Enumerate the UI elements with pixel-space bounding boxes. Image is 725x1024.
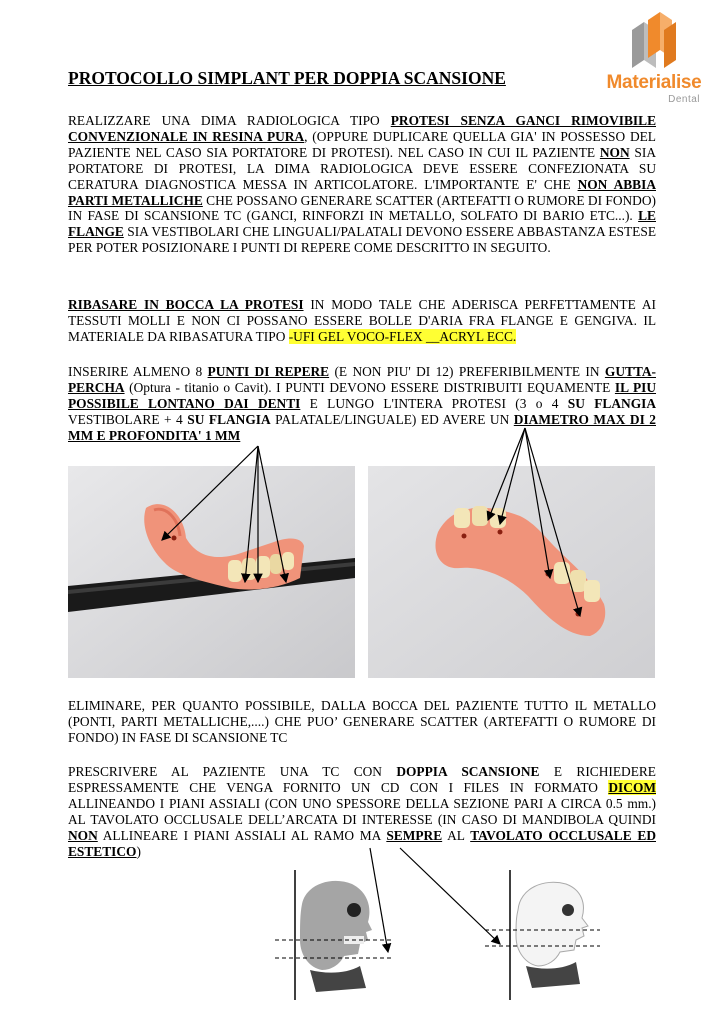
skull-tilted-icon bbox=[300, 881, 372, 992]
text: ELIMINARE, PER QUANTO POSSIBILE, DALLA BOCCA DEL PAZIENTE TUTTO IL METALLO (PONTI, PARTI METALLICHE,....) CHE PUO’ GENERARE SCATTER (ARTEFATTI O RUMORE DI FONDO) IN FASE DI SCANSIONE TC bbox=[68, 698, 656, 745]
text: E RICHIEDERE ESPRESSAMENTE CHE VENGA FORNITO UN CD CON I FILES IN FORMATO bbox=[68, 764, 656, 795]
text: ALLINEARE I PIANI ASSIALI AL RAMO MA bbox=[97, 827, 387, 843]
text: SIA VESTIBOLARI CHE LINGUALI/PALATALI DEVONO ESSERE ABBASTANZA ESTESE PER POTER POSIZIONARE I PUNTI DI REPERE COME DESCRITTO IN SEGUITO. bbox=[68, 224, 656, 256]
materialise-logo-icon bbox=[626, 12, 682, 72]
logo-sub: Dental bbox=[668, 94, 700, 105]
text: ) bbox=[136, 843, 141, 859]
text: SIA PORTATORE DI PROTESI, LA DIMA RADIOLOGICA DEVE ESSERE CONFEZIONATA SU CERATURA DIAGNOSTICA MESSA IN ARTICOLATORE. L'IMPORTANTE E' CHE bbox=[68, 144, 656, 192]
text-emphasis: NON bbox=[68, 827, 98, 843]
ct-alignment-diagram bbox=[270, 870, 610, 1005]
text: (E NON PIU' DI 12) PREFERIBILMENTE IN bbox=[329, 364, 605, 379]
page-title: PROTOCOLLO SIMPLANT PER DOPPIA SCANSIONE bbox=[68, 68, 506, 88]
text: PRESCRIVERE AL PAZIENTE UNA TC CON bbox=[68, 764, 397, 779]
highlighted-text: DICOM bbox=[608, 779, 656, 795]
text: REALIZZARE UNA DIMA RADIOLOGICA TIPO bbox=[68, 113, 391, 128]
text: (Optura - titanio o Cavit). I PUNTI DEVONO ESSERE DISTRIBUITI EQUAMENTE bbox=[124, 379, 615, 395]
text-emphasis: PROTESI SENZA GANCI RIMOVIBILE CONVENZIONALE IN RESINA PURA bbox=[68, 113, 656, 144]
text-bold: DOPPIA SCANSIONE bbox=[396, 764, 540, 779]
text-emphasis: TAVOLATO OCCLUSALE ED ESTETICO bbox=[68, 827, 656, 859]
text: IN MODO TALE CHE ADERISCA PERFETTAMENTE AI TESSUTI MOLLI E NON CI POSSANO ESSERE BOLLE D'ARIA FRA FLANGE E GENGIVA. IL MATERIALE DA RIBASATURA TIPO bbox=[68, 297, 656, 344]
text-emphasis: LE FLANGE bbox=[68, 208, 656, 240]
text-emphasis: DIAMETRO MAX DI 2 MM E PROFONDITA' 1 MM bbox=[68, 411, 656, 443]
paragraph-dima bbox=[68, 113, 656, 256]
paragraph-punti-repere bbox=[68, 364, 656, 444]
text: CHE POSSANO GENERARE SCATTER (ARTEFATTI O RUMORE DI FONDO) IN FASE DI SCANSIONE TC (GANCI, RINFORZI IN METALLO, SOLFATO DI BARIO ETC...). bbox=[68, 192, 656, 224]
text-emphasis: IL PIU POSSIBILE LONTANO DAI DENTI bbox=[68, 379, 657, 411]
text-emphasis: GUTTA-PERCHA bbox=[68, 364, 656, 395]
text: AL bbox=[442, 827, 471, 843]
text-emphasis: NON bbox=[599, 144, 630, 160]
text: E LUNGO L'INTERA PROTESI (3 o 4 bbox=[300, 395, 568, 411]
text-emphasis: RIBASARE IN BOCCA LA PROTESI bbox=[68, 297, 304, 312]
text: ALLINEANDO I PIANI ASSIALI (CON UNO SPESSORE DELLA SEZIONE PARI A CIRCA 0.5 mm.) AL TAVOLATO OCCLUSALE DELL’ARCATA DI INTERESSE (IN CASO DI MANDIBOLA QUINDI bbox=[68, 795, 656, 827]
text-bold: SU FLANGIA bbox=[187, 411, 271, 427]
text: , (OPPURE DUPLICARE QUELLA GIA' IN POSSESSO DEL PAZIENTE NEL CASO SIA PORTATORE DI PROTESI). NEL CASO IN CUI IL PAZIENTE bbox=[68, 128, 656, 160]
text-bold: SU FLANGIA bbox=[567, 395, 656, 411]
logo-brand: Materialise bbox=[606, 72, 702, 93]
paragraph-eliminare bbox=[68, 698, 656, 746]
paragraph-ribasare bbox=[68, 297, 656, 345]
paragraph-prescrivere bbox=[68, 764, 656, 859]
denture-photo-right bbox=[368, 466, 655, 678]
text: PALATALE/LINGUALE) ED AVERE UN bbox=[270, 411, 514, 427]
text: VESTIBOLARE + 4 bbox=[68, 411, 188, 427]
materialise-logo bbox=[590, 12, 718, 108]
denture-photo-left bbox=[68, 466, 355, 678]
text-emphasis: NON ABBIA PARTI METALLICHE bbox=[68, 176, 656, 208]
text-emphasis: SEMPRE bbox=[386, 827, 443, 843]
text-emphasis: PUNTI DI REPERE bbox=[207, 364, 330, 379]
highlighted-text: -UFI GEL VOCO-FLEX __ACRYL ECC. bbox=[288, 328, 517, 344]
text: INSERIRE ALMENO 8 bbox=[68, 364, 208, 379]
skull-aligned-icon bbox=[516, 882, 588, 988]
